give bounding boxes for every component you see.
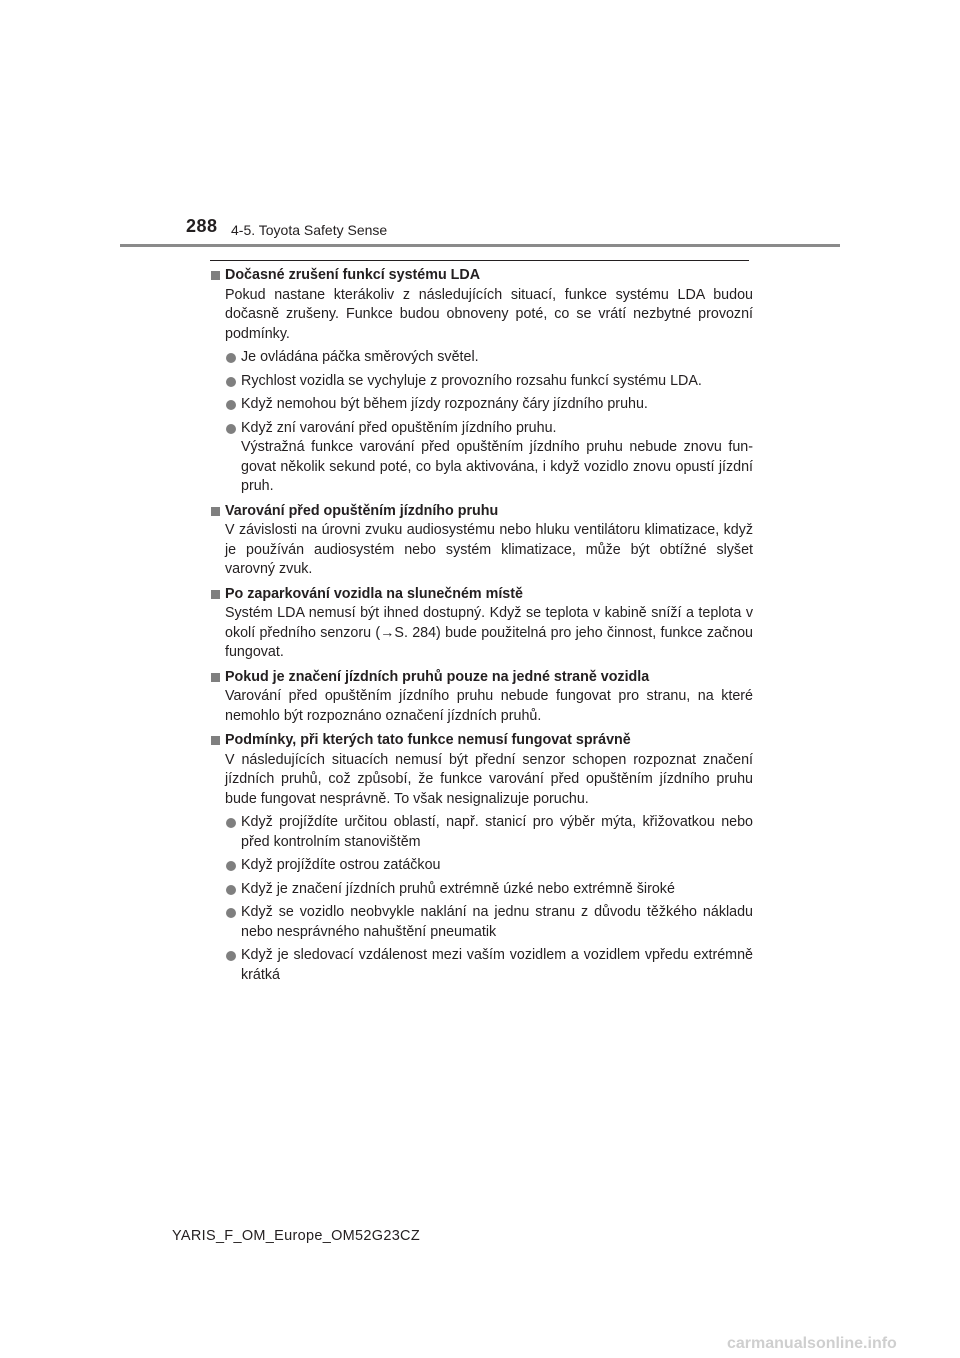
list-item [210, 395, 753, 415]
list-item [210, 372, 753, 392]
section-heading-text: Dočasné zrušení funkcí systému LDA [225, 267, 481, 283]
section-paragraph: Varování před opuštěním jízdního pruhu nebude fungovat pro stranu, na které nemohlo být rozpoznáno označení jízdních pruhů. [225, 688, 753, 724]
section-heading [210, 502, 753, 522]
page-number: 288 [186, 216, 218, 236]
circle-bullet-icon [226, 400, 236, 410]
section-heading [210, 585, 753, 605]
section-paragraph: Pokud nastane kterákoliv z následujících situací, funkce systému LDA budou dočasně zrušeny. Funkce budou obnoveny poté, co se vrátí nezbytné provozní podmínky. [225, 286, 753, 342]
list-item [210, 813, 753, 852]
section-lda-cancel [210, 266, 753, 497]
list-item [210, 903, 753, 942]
list-item [210, 856, 753, 876]
header-rule [120, 244, 840, 247]
list-item-text: Když projíždíte ostrou zatáčkou [241, 857, 441, 873]
circle-bullet-icon [226, 885, 236, 895]
section-one-side-markings [210, 668, 753, 727]
watermark: carmanualsonline.info [727, 1335, 897, 1352]
list-item-text: Když nemohou být během jízdy rozpoznány čáry jízdního pruhu. [241, 396, 648, 412]
circle-bullet-icon [226, 377, 236, 387]
circle-bullet-icon [226, 818, 236, 828]
section-heading [210, 731, 753, 751]
content-top-rule [210, 260, 749, 261]
section-conditions [210, 731, 753, 985]
circle-bullet-icon [226, 861, 236, 871]
list-item-text: Je ovládána páčka směrových světel. [241, 349, 479, 365]
list-item [210, 419, 753, 497]
list-item-text: Když se vozidlo neobvykle naklání na jednu stranu z důvodu těžkého nákladu nebo nesprávného nahuštění pneumatik [241, 904, 753, 940]
square-bullet-icon [211, 590, 220, 599]
list-item-text: Když projíždíte určitou oblastí, např. stanicí pro výběr mýta, křižovatkou nebo před kontrolním stanovištěm [241, 814, 753, 850]
list-item [210, 880, 753, 900]
section-heading [210, 668, 753, 688]
section-paragraph: V závislosti na úrovni zvuku audiosystému nebo hluku ventilátoru klimatizace, když je používán audiosystém nebo systém klimatizace, může být obtížné slyšet varovný zvuk. [225, 522, 753, 577]
list-item-text: Když je značení jízdních pruhů extrémně úzké nebo extrémně široké [241, 880, 675, 897]
list-item-text: Když zní varování před opuštěním jízdního pruhu. [241, 419, 557, 436]
list-item [210, 348, 753, 368]
square-bullet-icon [211, 673, 220, 682]
section-paragraph: Systém LDA nemusí být ihned dostupný. Když se teplota v kabině sníží a teplota v okolí předního senzoru (→S. 284) bude použitelná pro jeho činnost, funkce začnou fungovat. [225, 605, 753, 660]
list-item-text: Když je sledovací vzdálenost mezi vaším vozidlem a vozidlem vpředu extrémně krátká [241, 947, 753, 983]
circle-bullet-icon [226, 908, 236, 918]
content [210, 266, 753, 990]
section-lane-warning [210, 502, 753, 580]
section-paragraph: V následujících situacích nemusí být přední senzor schopen rozpoznat značení jízdních pruhů, což způsobí, že funkce varování před opuštěním jízdního pruhu bude fungovat nesprávně. To však nesignalizuje poruchu. [225, 751, 753, 807]
square-bullet-icon [211, 271, 220, 280]
section-sunny-parking [210, 585, 753, 663]
square-bullet-icon [211, 736, 220, 745]
section-title: 4-5. Toyota Safety Sense [231, 222, 388, 238]
section-heading-text: Pokud je značení jízdních pruhů pouze na jedné straně vozidla [225, 668, 650, 685]
list-item [210, 946, 753, 985]
circle-bullet-icon [226, 353, 236, 363]
section-heading-text: Podmínky, při kterých tato funkce nemusí fungovat správně [225, 732, 631, 748]
list-item-text: Rychlost vozidla se vychyluje z provozního rozsahu funkcí systému LDA. [241, 372, 702, 389]
footer-document-code: YARIS_F_OM_Europe_OM52G23CZ [172, 1228, 420, 1244]
circle-bullet-icon [226, 951, 236, 961]
section-heading-text: Po zaparkování vozidla na slunečném místě [225, 585, 523, 602]
list-item-continuation: Výstražná funkce varování před opuštěním jízdního pruhu nebude znovu fungovat několik sekund poté, co byla aktivována, i když vozidlo znovu opustí jízdní pruh. [241, 439, 753, 494]
circle-bullet-icon [226, 424, 236, 434]
square-bullet-icon [211, 507, 220, 516]
section-heading-text: Varování před opuštěním jízdního pruhu [225, 502, 499, 519]
section-heading [210, 266, 753, 286]
